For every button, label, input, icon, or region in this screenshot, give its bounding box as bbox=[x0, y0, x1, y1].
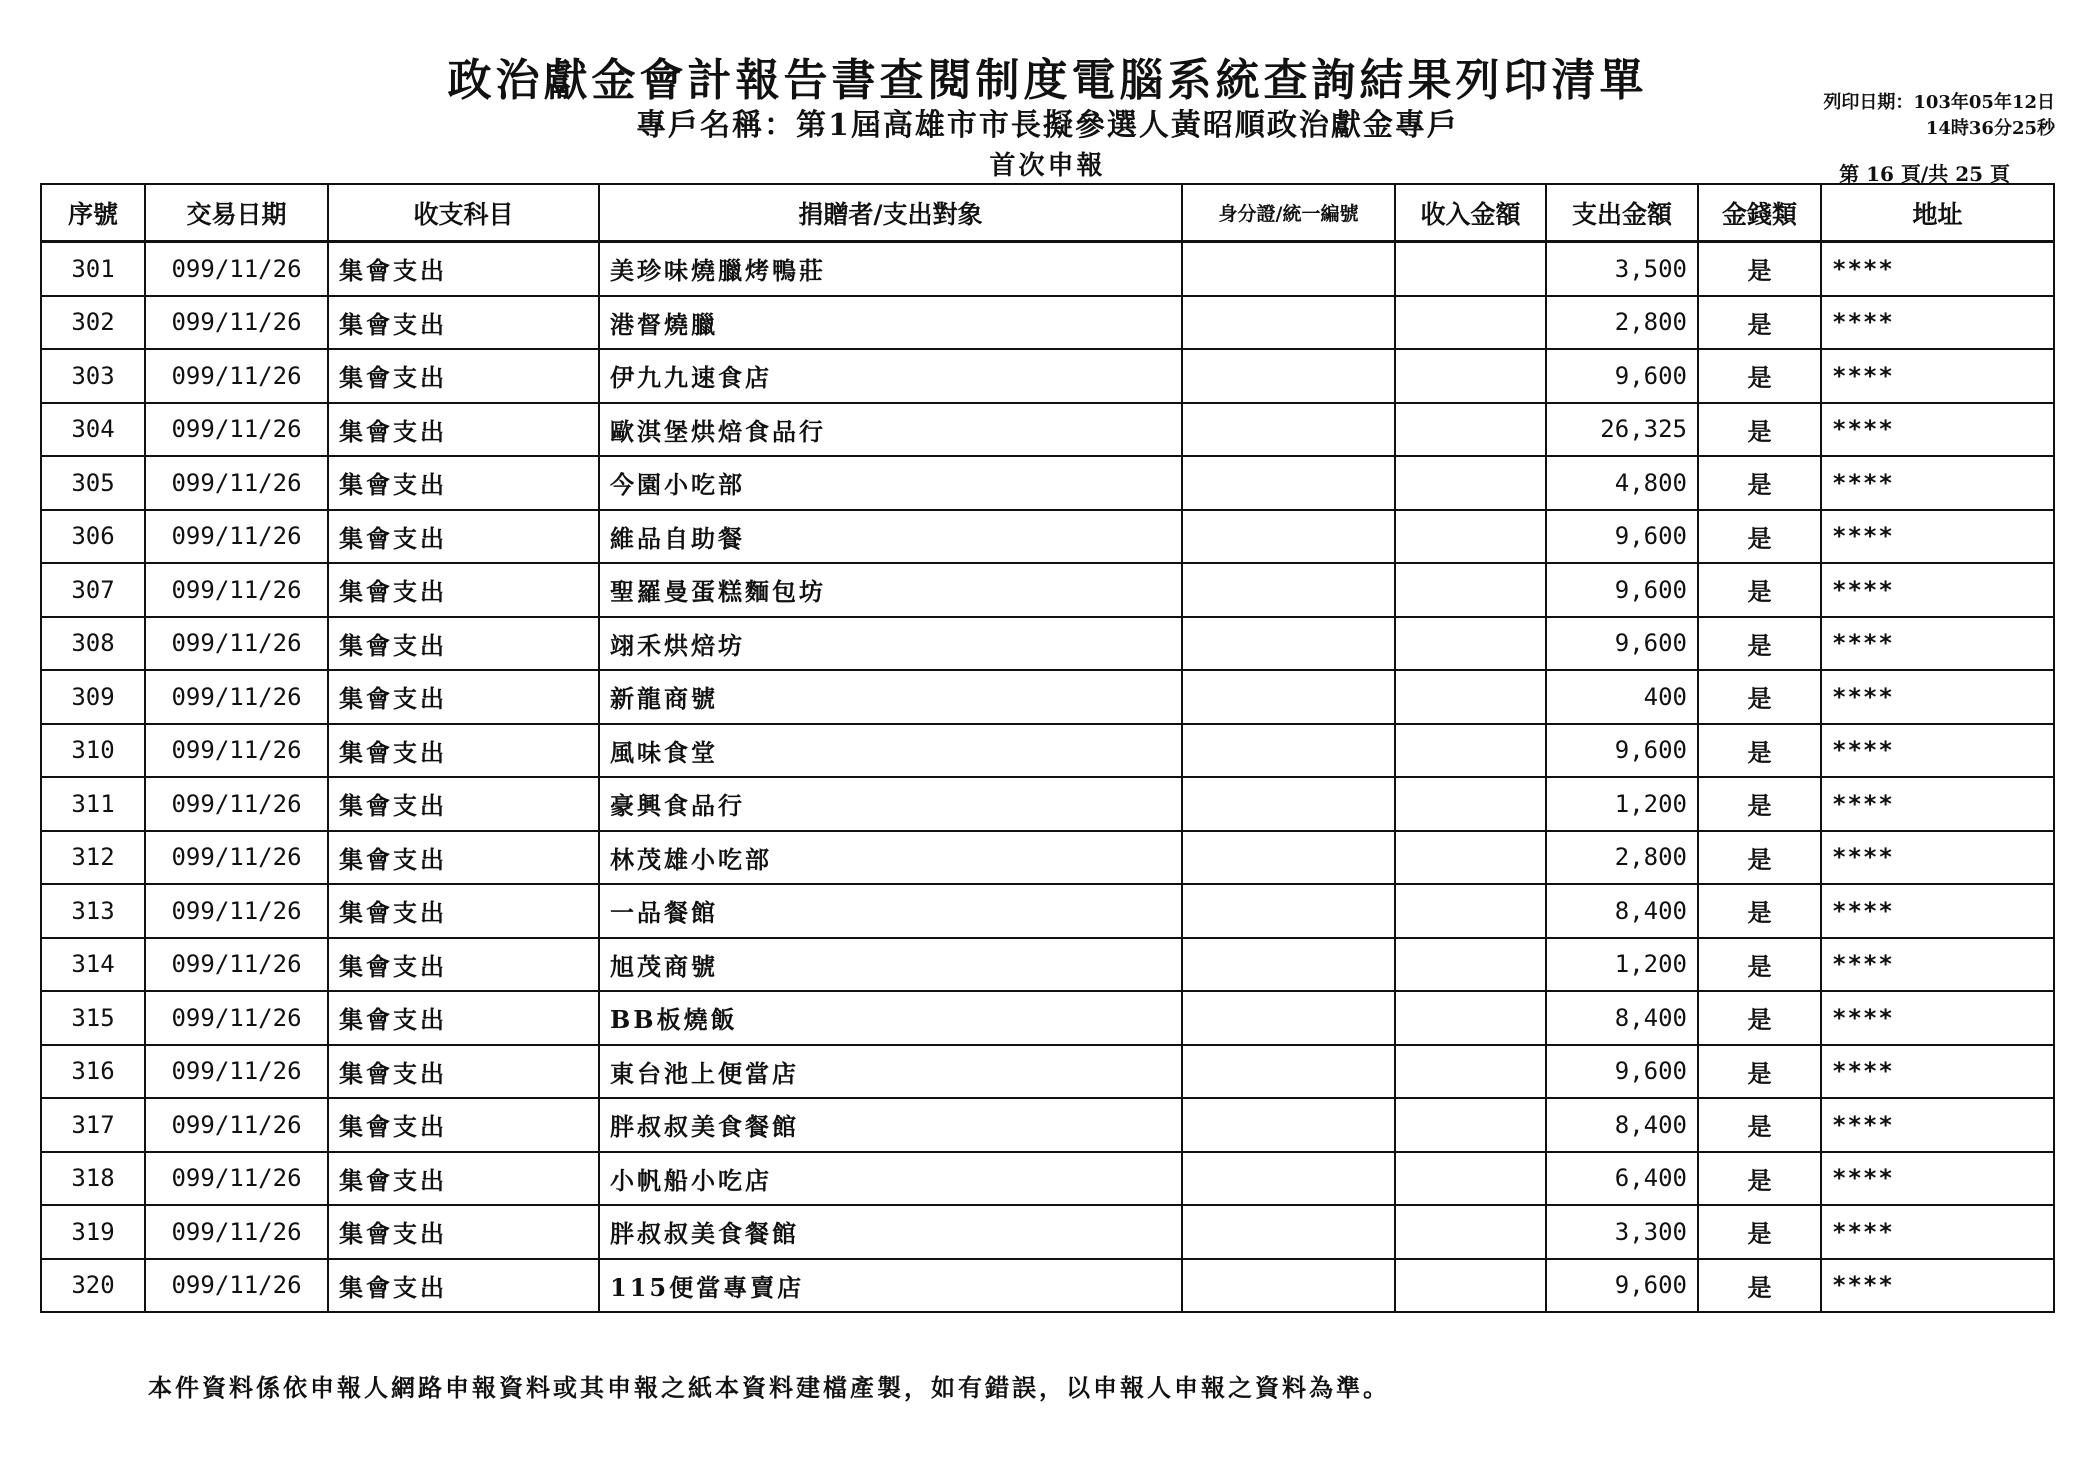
cell-id bbox=[1182, 403, 1395, 457]
cell-date: 099/11/26 bbox=[145, 884, 328, 938]
cell-date: 099/11/26 bbox=[145, 991, 328, 1045]
cell-expense: 3,500 bbox=[1546, 242, 1698, 296]
cell-expense: 9,600 bbox=[1546, 1259, 1698, 1313]
print-time-line: 14時36分25秒 bbox=[1925, 118, 2055, 139]
cell-income bbox=[1395, 1098, 1546, 1152]
cell-category: 集會支出 bbox=[328, 1045, 599, 1099]
account-name: 專戶名稱：第1屆高雄市市長擬參選人黃昭順政治獻金專戶 bbox=[636, 108, 1459, 143]
cell-id bbox=[1182, 242, 1395, 296]
cell-category: 集會支出 bbox=[328, 991, 599, 1045]
cell-cash: 是 bbox=[1698, 617, 1821, 671]
table-row bbox=[41, 510, 2054, 564]
cell-seq: 305 bbox=[41, 456, 145, 510]
header-category: 收支科目 bbox=[328, 184, 599, 242]
table-row bbox=[41, 403, 2054, 457]
cell-id bbox=[1182, 510, 1395, 564]
cell-date: 099/11/26 bbox=[145, 563, 328, 617]
cell-date: 099/11/26 bbox=[145, 456, 328, 510]
cell-expense: 8,400 bbox=[1546, 991, 1698, 1045]
cell-id bbox=[1182, 1259, 1395, 1313]
cell-id bbox=[1182, 724, 1395, 778]
cell-expense: 2,800 bbox=[1546, 831, 1698, 885]
cell-address: **** bbox=[1821, 724, 2054, 778]
cell-expense: 9,600 bbox=[1546, 510, 1698, 564]
table-row bbox=[41, 1152, 2054, 1206]
cell-income bbox=[1395, 1045, 1546, 1099]
cell-date: 099/11/26 bbox=[145, 1098, 328, 1152]
cell-seq: 316 bbox=[41, 1045, 145, 1099]
cell-income bbox=[1395, 617, 1546, 671]
cell-expense: 6,400 bbox=[1546, 1152, 1698, 1206]
cell-income bbox=[1395, 670, 1546, 724]
cell-income bbox=[1395, 403, 1546, 457]
cell-income bbox=[1395, 242, 1546, 296]
cell-date: 099/11/26 bbox=[145, 510, 328, 564]
cell-payee: 新龍商號 bbox=[599, 670, 1182, 724]
cell-payee: 胖叔叔美食餐館 bbox=[599, 1098, 1182, 1152]
print-date bbox=[1823, 90, 2055, 142]
cell-expense: 8,400 bbox=[1546, 1098, 1698, 1152]
cell-expense: 400 bbox=[1546, 670, 1698, 724]
cell-expense: 3,300 bbox=[1546, 1205, 1698, 1259]
cell-expense: 9,600 bbox=[1546, 563, 1698, 617]
cell-cash: 是 bbox=[1698, 1152, 1821, 1206]
table-row bbox=[41, 884, 2054, 938]
cell-income bbox=[1395, 296, 1546, 350]
report-title: 政治獻金會計報告書查閱制度電腦系統查詢結果列印清單 bbox=[447, 55, 1648, 106]
cell-cash: 是 bbox=[1698, 510, 1821, 564]
cell-category: 集會支出 bbox=[328, 296, 599, 350]
cell-cash: 是 bbox=[1698, 938, 1821, 992]
cell-category: 集會支出 bbox=[328, 938, 599, 992]
cell-seq: 311 bbox=[41, 777, 145, 831]
cell-id bbox=[1182, 1045, 1395, 1099]
cell-address: **** bbox=[1821, 1152, 2054, 1206]
cell-address: **** bbox=[1821, 938, 2054, 992]
cell-expense: 1,200 bbox=[1546, 938, 1698, 992]
cell-cash: 是 bbox=[1698, 1205, 1821, 1259]
cell-seq: 309 bbox=[41, 670, 145, 724]
header-date: 交易日期 bbox=[145, 184, 328, 242]
cell-address: **** bbox=[1821, 349, 2054, 403]
table-row bbox=[41, 1098, 2054, 1152]
cell-category: 集會支出 bbox=[328, 403, 599, 457]
table-row bbox=[41, 242, 2054, 296]
header-cash: 金錢類 bbox=[1698, 184, 1821, 242]
cell-address: **** bbox=[1821, 456, 2054, 510]
table-row bbox=[41, 724, 2054, 778]
cell-id bbox=[1182, 1205, 1395, 1259]
cell-address: **** bbox=[1821, 403, 2054, 457]
cell-seq: 310 bbox=[41, 724, 145, 778]
cell-income bbox=[1395, 831, 1546, 885]
cell-seq: 315 bbox=[41, 991, 145, 1045]
cell-expense: 9,600 bbox=[1546, 1045, 1698, 1099]
cell-date: 099/11/26 bbox=[145, 242, 328, 296]
cell-date: 099/11/26 bbox=[145, 938, 328, 992]
cell-payee: 胖叔叔美食餐館 bbox=[599, 1205, 1182, 1259]
cell-cash: 是 bbox=[1698, 242, 1821, 296]
cell-seq: 314 bbox=[41, 938, 145, 992]
header-id: 身分證/統一編號 bbox=[1182, 184, 1395, 242]
cell-cash: 是 bbox=[1698, 403, 1821, 457]
cell-payee: 聖羅曼蛋糕麵包坊 bbox=[599, 563, 1182, 617]
cell-payee: 美珍味燒臘烤鴨莊 bbox=[599, 242, 1182, 296]
cell-payee: 歐淇堡烘焙食品行 bbox=[599, 403, 1182, 457]
cell-date: 099/11/26 bbox=[145, 1205, 328, 1259]
cell-payee: 東台池上便當店 bbox=[599, 1045, 1182, 1099]
table-row bbox=[41, 1045, 2054, 1099]
header-payee: 捐贈者/支出對象 bbox=[599, 184, 1182, 242]
cell-address: **** bbox=[1821, 296, 2054, 350]
cell-date: 099/11/26 bbox=[145, 617, 328, 671]
header-seq: 序號 bbox=[41, 184, 145, 242]
cell-address: **** bbox=[1821, 991, 2054, 1045]
cell-cash: 是 bbox=[1698, 456, 1821, 510]
table-row bbox=[41, 1259, 2054, 1313]
cell-expense: 9,600 bbox=[1546, 617, 1698, 671]
cell-seq: 312 bbox=[41, 831, 145, 885]
cell-address: **** bbox=[1821, 777, 2054, 831]
cell-payee: 今園小吃部 bbox=[599, 456, 1182, 510]
cell-date: 099/11/26 bbox=[145, 831, 328, 885]
cell-category: 集會支出 bbox=[328, 349, 599, 403]
cell-payee: 豪興食品行 bbox=[599, 777, 1182, 831]
cell-payee: 115便當專賣店 bbox=[599, 1259, 1182, 1313]
cell-cash: 是 bbox=[1698, 884, 1821, 938]
cell-id bbox=[1182, 617, 1395, 671]
cell-seq: 304 bbox=[41, 403, 145, 457]
cell-income bbox=[1395, 510, 1546, 564]
cell-id bbox=[1182, 670, 1395, 724]
cell-seq: 307 bbox=[41, 563, 145, 617]
cell-category: 集會支出 bbox=[328, 1259, 599, 1313]
cell-address: **** bbox=[1821, 1098, 2054, 1152]
cell-expense: 2,800 bbox=[1546, 296, 1698, 350]
cell-id bbox=[1182, 456, 1395, 510]
cell-id bbox=[1182, 777, 1395, 831]
cell-id bbox=[1182, 991, 1395, 1045]
cell-income bbox=[1395, 724, 1546, 778]
cell-income bbox=[1395, 777, 1546, 831]
cell-expense: 9,600 bbox=[1546, 724, 1698, 778]
cell-address: **** bbox=[1821, 617, 2054, 671]
cell-id bbox=[1182, 349, 1395, 403]
cell-income bbox=[1395, 456, 1546, 510]
cell-cash: 是 bbox=[1698, 991, 1821, 1045]
table-row bbox=[41, 777, 2054, 831]
cell-seq: 301 bbox=[41, 242, 145, 296]
print-date-line: 列印日期：103年05年12日 bbox=[1823, 92, 2055, 113]
cell-address: **** bbox=[1821, 884, 2054, 938]
cell-category: 集會支出 bbox=[328, 670, 599, 724]
cell-category: 集會支出 bbox=[328, 1098, 599, 1152]
cell-income bbox=[1395, 884, 1546, 938]
table-row bbox=[41, 938, 2054, 992]
cell-id bbox=[1182, 831, 1395, 885]
cell-payee: BB板燒飯 bbox=[599, 991, 1182, 1045]
cell-category: 集會支出 bbox=[328, 831, 599, 885]
cell-id bbox=[1182, 1152, 1395, 1206]
cell-date: 099/11/26 bbox=[145, 296, 328, 350]
cell-expense: 26,325 bbox=[1546, 403, 1698, 457]
cell-payee: 小帆船小吃店 bbox=[599, 1152, 1182, 1206]
cell-date: 099/11/26 bbox=[145, 670, 328, 724]
cell-income bbox=[1395, 349, 1546, 403]
cell-seq: 317 bbox=[41, 1098, 145, 1152]
cell-address: **** bbox=[1821, 1259, 2054, 1313]
records-table bbox=[40, 183, 2055, 1313]
cell-expense: 4,800 bbox=[1546, 456, 1698, 510]
filing-type: 首次申報 bbox=[989, 151, 1106, 181]
cell-cash: 是 bbox=[1698, 349, 1821, 403]
cell-expense: 1,200 bbox=[1546, 777, 1698, 831]
header-income: 收入金額 bbox=[1395, 184, 1546, 242]
cell-address: **** bbox=[1821, 510, 2054, 564]
cell-id bbox=[1182, 938, 1395, 992]
cell-address: **** bbox=[1821, 1045, 2054, 1099]
cell-date: 099/11/26 bbox=[145, 724, 328, 778]
cell-expense: 9,600 bbox=[1546, 349, 1698, 403]
cell-seq: 302 bbox=[41, 296, 145, 350]
cell-address: **** bbox=[1821, 1205, 2054, 1259]
cell-payee: 翊禾烘焙坊 bbox=[599, 617, 1182, 671]
cell-seq: 306 bbox=[41, 510, 145, 564]
cell-category: 集會支出 bbox=[328, 884, 599, 938]
cell-payee: 維品自助餐 bbox=[599, 510, 1182, 564]
table-row bbox=[41, 563, 2054, 617]
cell-cash: 是 bbox=[1698, 724, 1821, 778]
table-row bbox=[41, 296, 2054, 350]
cell-category: 集會支出 bbox=[328, 242, 599, 296]
cell-address: **** bbox=[1821, 831, 2054, 885]
cell-cash: 是 bbox=[1698, 563, 1821, 617]
cell-income bbox=[1395, 1152, 1546, 1206]
cell-seq: 318 bbox=[41, 1152, 145, 1206]
cell-cash: 是 bbox=[1698, 1098, 1821, 1152]
cell-payee: 港督燒臘 bbox=[599, 296, 1182, 350]
cell-address: **** bbox=[1821, 670, 2054, 724]
cell-category: 集會支出 bbox=[328, 617, 599, 671]
cell-cash: 是 bbox=[1698, 777, 1821, 831]
header-expense: 支出金額 bbox=[1546, 184, 1698, 242]
cell-payee: 伊九九速食店 bbox=[599, 349, 1182, 403]
cell-income bbox=[1395, 1259, 1546, 1313]
cell-category: 集會支出 bbox=[328, 724, 599, 778]
table-row bbox=[41, 831, 2054, 885]
cell-cash: 是 bbox=[1698, 831, 1821, 885]
cell-payee: 旭茂商號 bbox=[599, 938, 1182, 992]
cell-category: 集會支出 bbox=[328, 456, 599, 510]
cell-income bbox=[1395, 1205, 1546, 1259]
cell-category: 集會支出 bbox=[328, 510, 599, 564]
table-row bbox=[41, 991, 2054, 1045]
table-row bbox=[41, 349, 2054, 403]
cell-seq: 319 bbox=[41, 1205, 145, 1259]
cell-seq: 320 bbox=[41, 1259, 145, 1313]
footer-note: 本件資料係依申報人網路申報資料或其申報之紙本資料建檔產製，如有錯誤，以申報人申報之資料為準。 bbox=[148, 1373, 1390, 1402]
cell-seq: 313 bbox=[41, 884, 145, 938]
cell-address: **** bbox=[1821, 563, 2054, 617]
table-row bbox=[41, 1205, 2054, 1259]
cell-date: 099/11/26 bbox=[145, 1045, 328, 1099]
cell-date: 099/11/26 bbox=[145, 349, 328, 403]
cell-cash: 是 bbox=[1698, 296, 1821, 350]
cell-expense: 8,400 bbox=[1546, 884, 1698, 938]
cell-id bbox=[1182, 296, 1395, 350]
table-row bbox=[41, 670, 2054, 724]
cell-date: 099/11/26 bbox=[145, 777, 328, 831]
cell-category: 集會支出 bbox=[328, 563, 599, 617]
cell-income bbox=[1395, 938, 1546, 992]
cell-id bbox=[1182, 1098, 1395, 1152]
table-row bbox=[41, 456, 2054, 510]
cell-category: 集會支出 bbox=[328, 1205, 599, 1259]
cell-income bbox=[1395, 563, 1546, 617]
cell-id bbox=[1182, 563, 1395, 617]
cell-cash: 是 bbox=[1698, 670, 1821, 724]
table-row bbox=[41, 617, 2054, 671]
cell-payee: 一品餐館 bbox=[599, 884, 1182, 938]
cell-payee: 風味食堂 bbox=[599, 724, 1182, 778]
table-header-row bbox=[41, 184, 2054, 242]
cell-income bbox=[1395, 991, 1546, 1045]
page-info: 第 16 頁/共 25 頁 bbox=[1839, 162, 2010, 186]
cell-category: 集會支出 bbox=[328, 1152, 599, 1206]
cell-seq: 303 bbox=[41, 349, 145, 403]
cell-date: 099/11/26 bbox=[145, 1259, 328, 1313]
cell-payee: 林茂雄小吃部 bbox=[599, 831, 1182, 885]
cell-category: 集會支出 bbox=[328, 777, 599, 831]
cell-date: 099/11/26 bbox=[145, 1152, 328, 1206]
header-address: 地址 bbox=[1821, 184, 2054, 242]
cell-cash: 是 bbox=[1698, 1259, 1821, 1313]
cell-id bbox=[1182, 884, 1395, 938]
cell-seq: 308 bbox=[41, 617, 145, 671]
cell-date: 099/11/26 bbox=[145, 403, 328, 457]
cell-address: **** bbox=[1821, 242, 2054, 296]
cell-cash: 是 bbox=[1698, 1045, 1821, 1099]
